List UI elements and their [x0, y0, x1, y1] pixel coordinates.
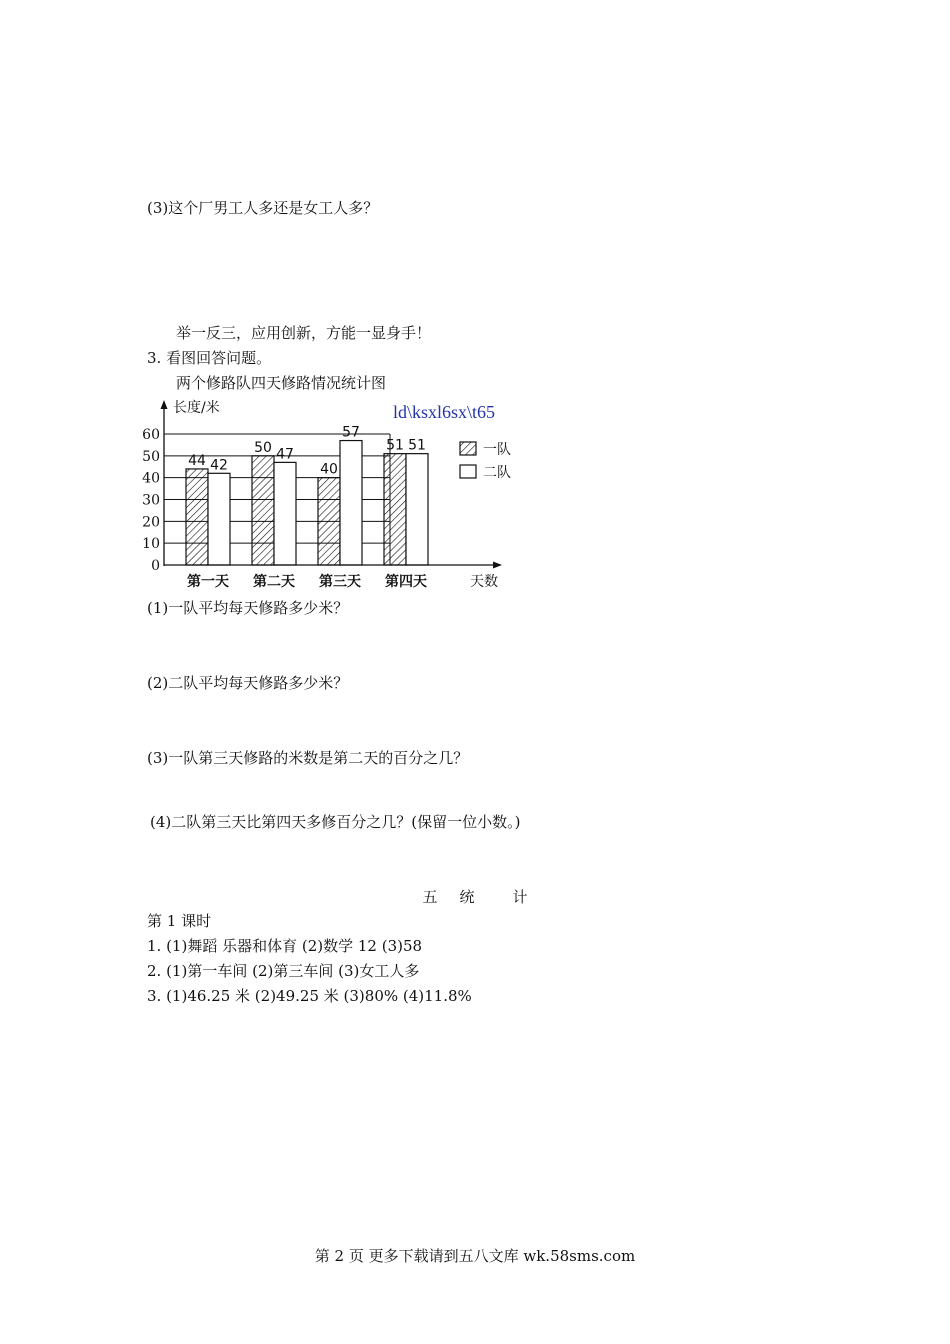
question-prev-3: (3)这个厂男工人多还是女工人多？: [147, 199, 379, 217]
watermark-code: ld\ksxl6sx\t65: [393, 402, 496, 422]
data-label: 51: [386, 437, 404, 454]
data-label: 47: [276, 446, 294, 463]
answer-3: 3. (1)46.25 米 (2)49.25 米 (3)80% (4)11.8%: [147, 987, 472, 1005]
page-footer: 第 2 页 更多下载请到五八文库 wk.58sms.com: [314, 1247, 636, 1265]
y-axis-label: 长度/米: [173, 400, 220, 416]
data-label: 40: [320, 461, 338, 478]
answer-2: 2. (1)第一车间 (2)第三车间 (3)女工人多: [147, 962, 420, 980]
section-title-a: 五: [422, 888, 438, 906]
legend-label: 一队: [483, 442, 511, 458]
bar: [208, 473, 230, 565]
answer-1: 1. (1)舞蹈 乐器和体育 (2)数学 12 (3)58: [147, 937, 423, 955]
x-tick-label: 第二天: [253, 574, 295, 590]
bar: [340, 441, 362, 565]
data-label: 51: [408, 437, 426, 454]
question-3-3: (3)一队第三天修路的米数是第二天的百分之几？: [147, 749, 469, 767]
bar: [252, 456, 274, 565]
bar: [274, 462, 296, 565]
x-axis-arrow-icon: [493, 562, 502, 569]
bar: [384, 454, 406, 565]
x-tick-label: 第一天: [187, 574, 229, 590]
x-axis-label: 天数: [470, 574, 498, 590]
motto: 举一反三，应用创新，方能一显身手！: [176, 324, 432, 342]
data-label: 42: [210, 457, 228, 474]
bar-chart: [140, 398, 540, 598]
y-tick-label: 40: [142, 470, 160, 487]
y-tick-label: 0: [151, 558, 160, 574]
y-axis-arrow-icon: [161, 400, 168, 409]
legend-swatch: [460, 442, 476, 455]
question-3-1: (1)一队平均每天修路多少米？: [147, 599, 349, 617]
x-tick-label: 第四天: [385, 574, 427, 590]
data-label: 50: [254, 439, 272, 456]
bar: [406, 454, 428, 565]
bar: [186, 469, 208, 565]
y-tick-label: 10: [142, 536, 160, 553]
legend-label: 二队: [483, 465, 511, 481]
question-3-2: (2)二队平均每天修路多少米？: [147, 674, 349, 692]
section-title: [0, 886, 950, 907]
x-tick-label: 第三天: [319, 574, 361, 590]
data-label: 57: [342, 424, 360, 441]
question-3-4: (4)二队第三天比第四天多修百分之几？(保留一位小数。): [150, 813, 521, 831]
section-title-b: 统: [459, 888, 475, 906]
y-tick-label: 50: [142, 448, 160, 465]
section-title-c: 计: [512, 888, 528, 906]
chart-title: 两个修路队四天修路情况统计图: [176, 374, 387, 392]
legend-swatch: [460, 465, 476, 478]
y-tick-label: 20: [142, 514, 160, 531]
lesson-label: 第 1 课时: [147, 912, 212, 930]
y-tick-label: 60: [142, 427, 160, 443]
bar: [318, 478, 340, 565]
y-tick-label: 30: [142, 492, 160, 509]
question-3-title: 3. 看图回答问题。: [147, 349, 272, 367]
data-label: 44: [188, 452, 206, 469]
